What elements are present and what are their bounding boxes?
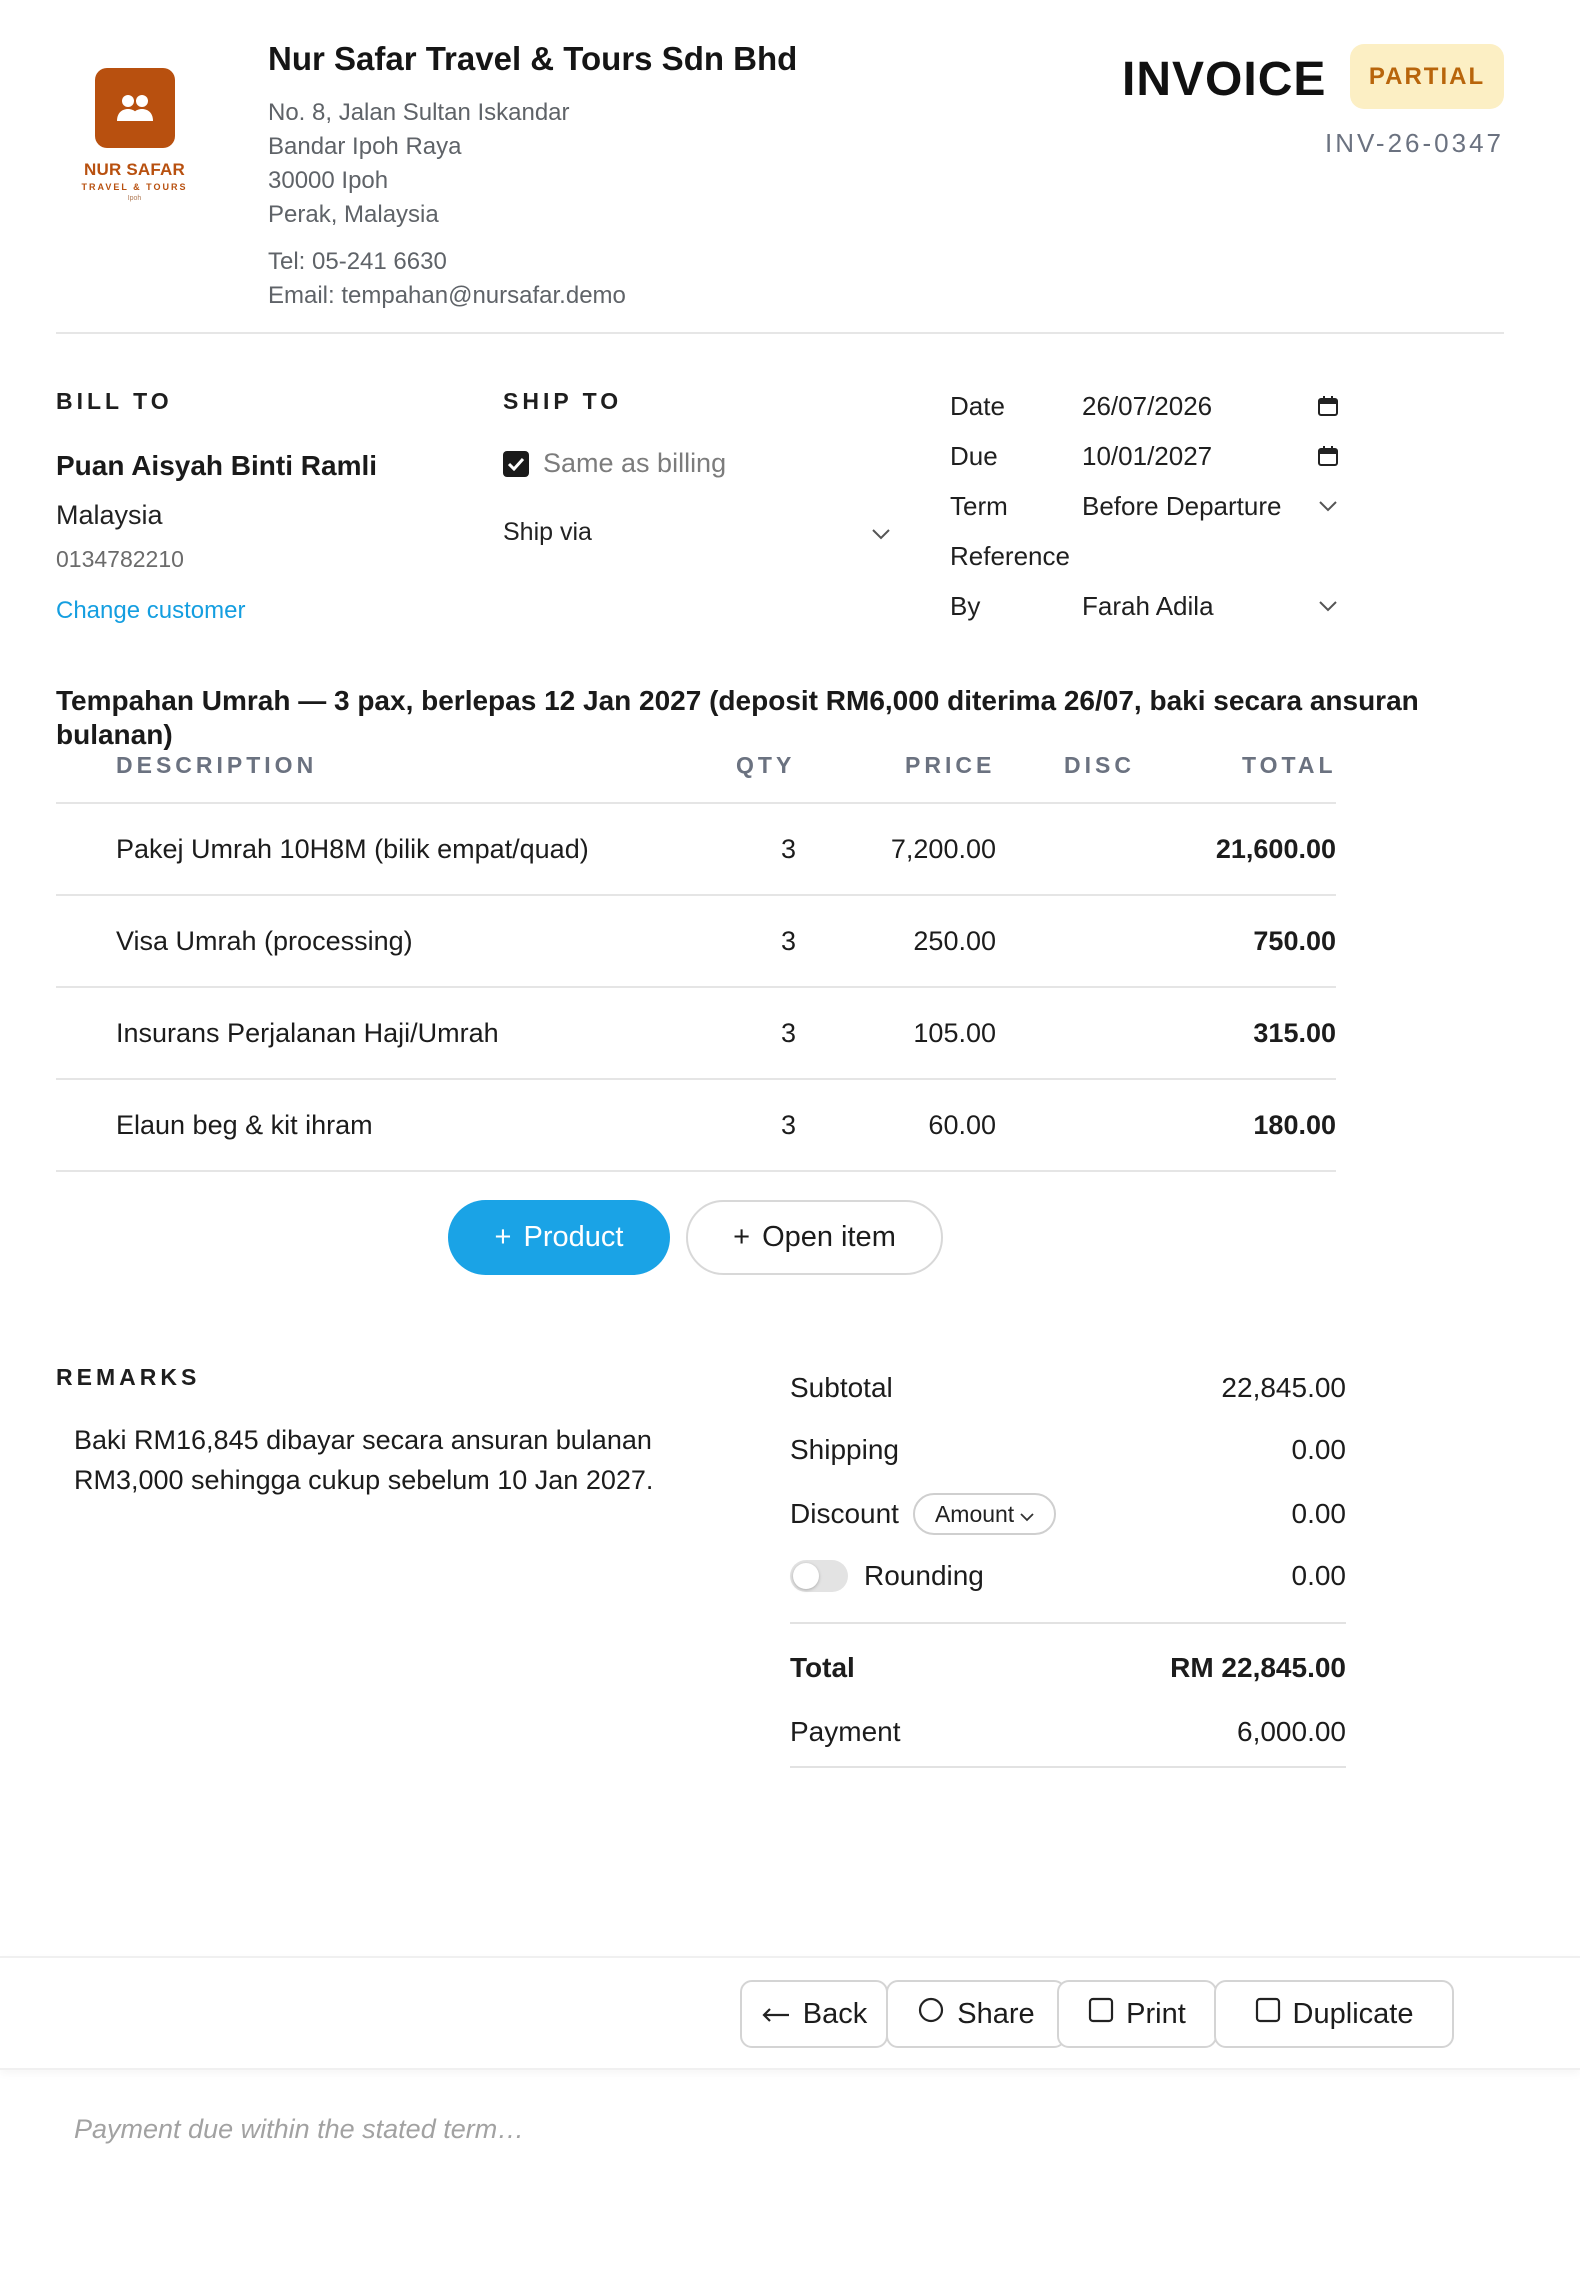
item-price[interactable]: 7,200.00 [890,834,996,864]
chevron-down-icon [1316,494,1340,518]
add-open-item-button[interactable] [686,1200,943,1275]
address-line: No. 8, Jalan Sultan Iskandar [268,99,570,126]
shipping-label: Shipping [790,1434,899,1465]
total-value: RM 22,845.00 [1170,1652,1346,1683]
share-label: Share [957,1997,1035,2030]
discount-type-value: Amount [934,1500,1015,1527]
status-badge: PARTIAL [1350,44,1504,109]
col-header-price: PRICE [905,752,996,778]
due-label: Due [950,440,998,471]
customer-country: Malaysia [56,500,163,530]
invoice-title: INVOICE [1122,53,1327,106]
rounding-toggle[interactable] [790,1560,848,1592]
payment-value: 6,000.00 [1237,1716,1346,1747]
company-name: Nur Safar Travel & Tours Sdn Bhd [268,40,798,77]
logo-tagline: TRAVEL & TOURS [81,182,188,192]
col-header-disc: DISC [1064,752,1135,778]
reference-field[interactable] [950,536,1340,576]
reference-label: Reference [950,540,1070,571]
toggle-knob [793,1563,819,1589]
company-logo [72,68,197,202]
term-label: Term [950,490,1008,521]
date-field[interactable] [950,386,1340,426]
totals-divider [790,1622,1346,1624]
rounding-value: 0.00 [1291,1560,1346,1591]
item-qty[interactable]: 3 [780,1018,796,1048]
discount-value[interactable]: 0.00 [1291,1498,1346,1529]
shipping-row [790,1430,1346,1470]
item-qty[interactable]: 3 [780,834,796,864]
header-divider [56,332,1504,334]
print-button[interactable] [1057,1980,1217,2048]
date-label: Date [950,390,1005,421]
table-divider [56,894,1336,896]
item-description[interactable]: Pakej Umrah 10H8M (bilik empat/quad) [116,834,589,864]
table-divider [56,1078,1336,1080]
payment-row [790,1712,1346,1752]
plus-icon: + [494,1221,512,1253]
checkbox-checked-icon [503,451,529,477]
calendar-icon[interactable] [1316,444,1340,468]
discount-label: Discount [790,1498,899,1529]
duplicate-button[interactable] [1214,1980,1454,2048]
col-header-description: DESCRIPTION [116,752,318,778]
chevron-down-icon [1020,1501,1034,1528]
bill-to-label: BILL TO [56,388,173,414]
same-as-billing-label: Same as billing [543,448,727,478]
remarks-label: REMARKS [56,1364,201,1390]
job-title[interactable]: Tempahan Umrah — 3 pax, berlepas 12 Jan 2027 (deposit RM6,000 diterima 26/07, baki secara ansuran bulanan) [56,685,1419,750]
due-field[interactable] [950,436,1340,476]
company-info [268,40,797,313]
logo-name: NUR SAFAR [84,160,185,179]
by-label: By [950,590,981,621]
item-description[interactable]: Insurans Perjalanan Haji/Umrah [116,1018,499,1048]
ship-via-select[interactable] [503,514,891,550]
share-icon [917,1996,945,2032]
item-total: 21,600.00 [1215,834,1336,864]
same-as-billing-checkbox[interactable] [503,448,726,479]
share-button[interactable] [886,1980,1066,2048]
col-header-qty: QTY [736,752,796,778]
customer-name: Puan Aisyah Binti Ramli [56,450,378,481]
print-label: Print [1126,1997,1186,2030]
item-total: 315.00 [1253,1018,1336,1048]
invoice-number: INV-26-0347 [1325,128,1504,158]
logo-city: Ipoh [127,195,142,202]
item-description[interactable]: Elaun beg & kit ihram [116,1110,373,1140]
arrow-left-icon [761,1998,791,2031]
total-row [790,1648,1346,1688]
ship-via-label: Ship via [503,517,592,546]
total-label: Total [790,1652,855,1683]
add-open-item-label: Open item [762,1221,896,1253]
footer-note[interactable]: Payment due within the stated term… [74,2114,525,2144]
due-value: 10/01/2027 [1082,440,1213,471]
by-value: Farah Adila [1082,590,1214,621]
item-qty[interactable]: 3 [780,926,796,956]
item-description[interactable]: Visa Umrah (processing) [116,926,413,956]
logo-people-icon [95,68,175,148]
chevron-down-icon [871,518,891,547]
duplicate-icon [1255,1997,1281,2031]
subtotal-value: 22,845.00 [1221,1372,1346,1403]
rounding-row [790,1556,1346,1596]
back-label: Back [802,1997,868,2030]
calendar-icon[interactable] [1316,394,1340,418]
duplicate-label: Duplicate [1292,1997,1414,2030]
item-price[interactable]: 105.00 [913,1018,996,1048]
by-select[interactable] [950,586,1340,626]
date-value: 26/07/2026 [1082,390,1213,421]
change-customer-link[interactable]: Change customer [56,597,246,624]
subtotal-row [790,1368,1346,1408]
print-icon [1088,1997,1114,2031]
item-qty[interactable]: 3 [780,1110,796,1140]
totals-divider [790,1766,1346,1768]
col-header-total: TOTAL [1242,752,1337,778]
plus-icon: + [733,1221,751,1253]
table-divider [56,802,1336,804]
company-tel: Tel: 05-241 6630 [268,248,447,275]
customer-phone: 0134782210 [56,546,184,572]
table-divider [56,1170,1336,1172]
subtotal-label: Subtotal [790,1372,893,1403]
company-email: Email: tempahan@nursafar.demo [268,282,626,309]
add-product-label: Product [523,1221,624,1253]
rounding-label: Rounding [864,1560,984,1591]
item-price[interactable]: 60.00 [928,1110,996,1140]
address-line: 30000 Ipoh [268,167,389,194]
address-line: Bandar Ipoh Raya [268,133,462,160]
item-price[interactable]: 250.00 [913,926,996,956]
item-total: 180.00 [1253,1110,1336,1140]
shipping-value[interactable]: 0.00 [1291,1434,1346,1465]
address-line: Perak, Malaysia [268,201,439,228]
term-select[interactable] [950,486,1340,526]
back-button[interactable] [740,1980,888,2048]
table-divider [56,986,1336,988]
item-total: 750.00 [1253,926,1336,956]
chevron-down-icon [1316,594,1340,618]
discount-row [790,1492,1346,1536]
discount-type-select[interactable] [913,1493,1056,1535]
term-value: Before Departure [1082,490,1282,521]
ship-to-label: SHIP TO [503,388,623,414]
add-product-button[interactable] [448,1200,670,1275]
payment-label: Payment [790,1716,901,1747]
remarks-text[interactable]: Baki RM16,845 dibayar secara ansuran bulanan RM3,000 sehingga cukup sebelum 10 Jan 2027. [74,1425,654,1495]
